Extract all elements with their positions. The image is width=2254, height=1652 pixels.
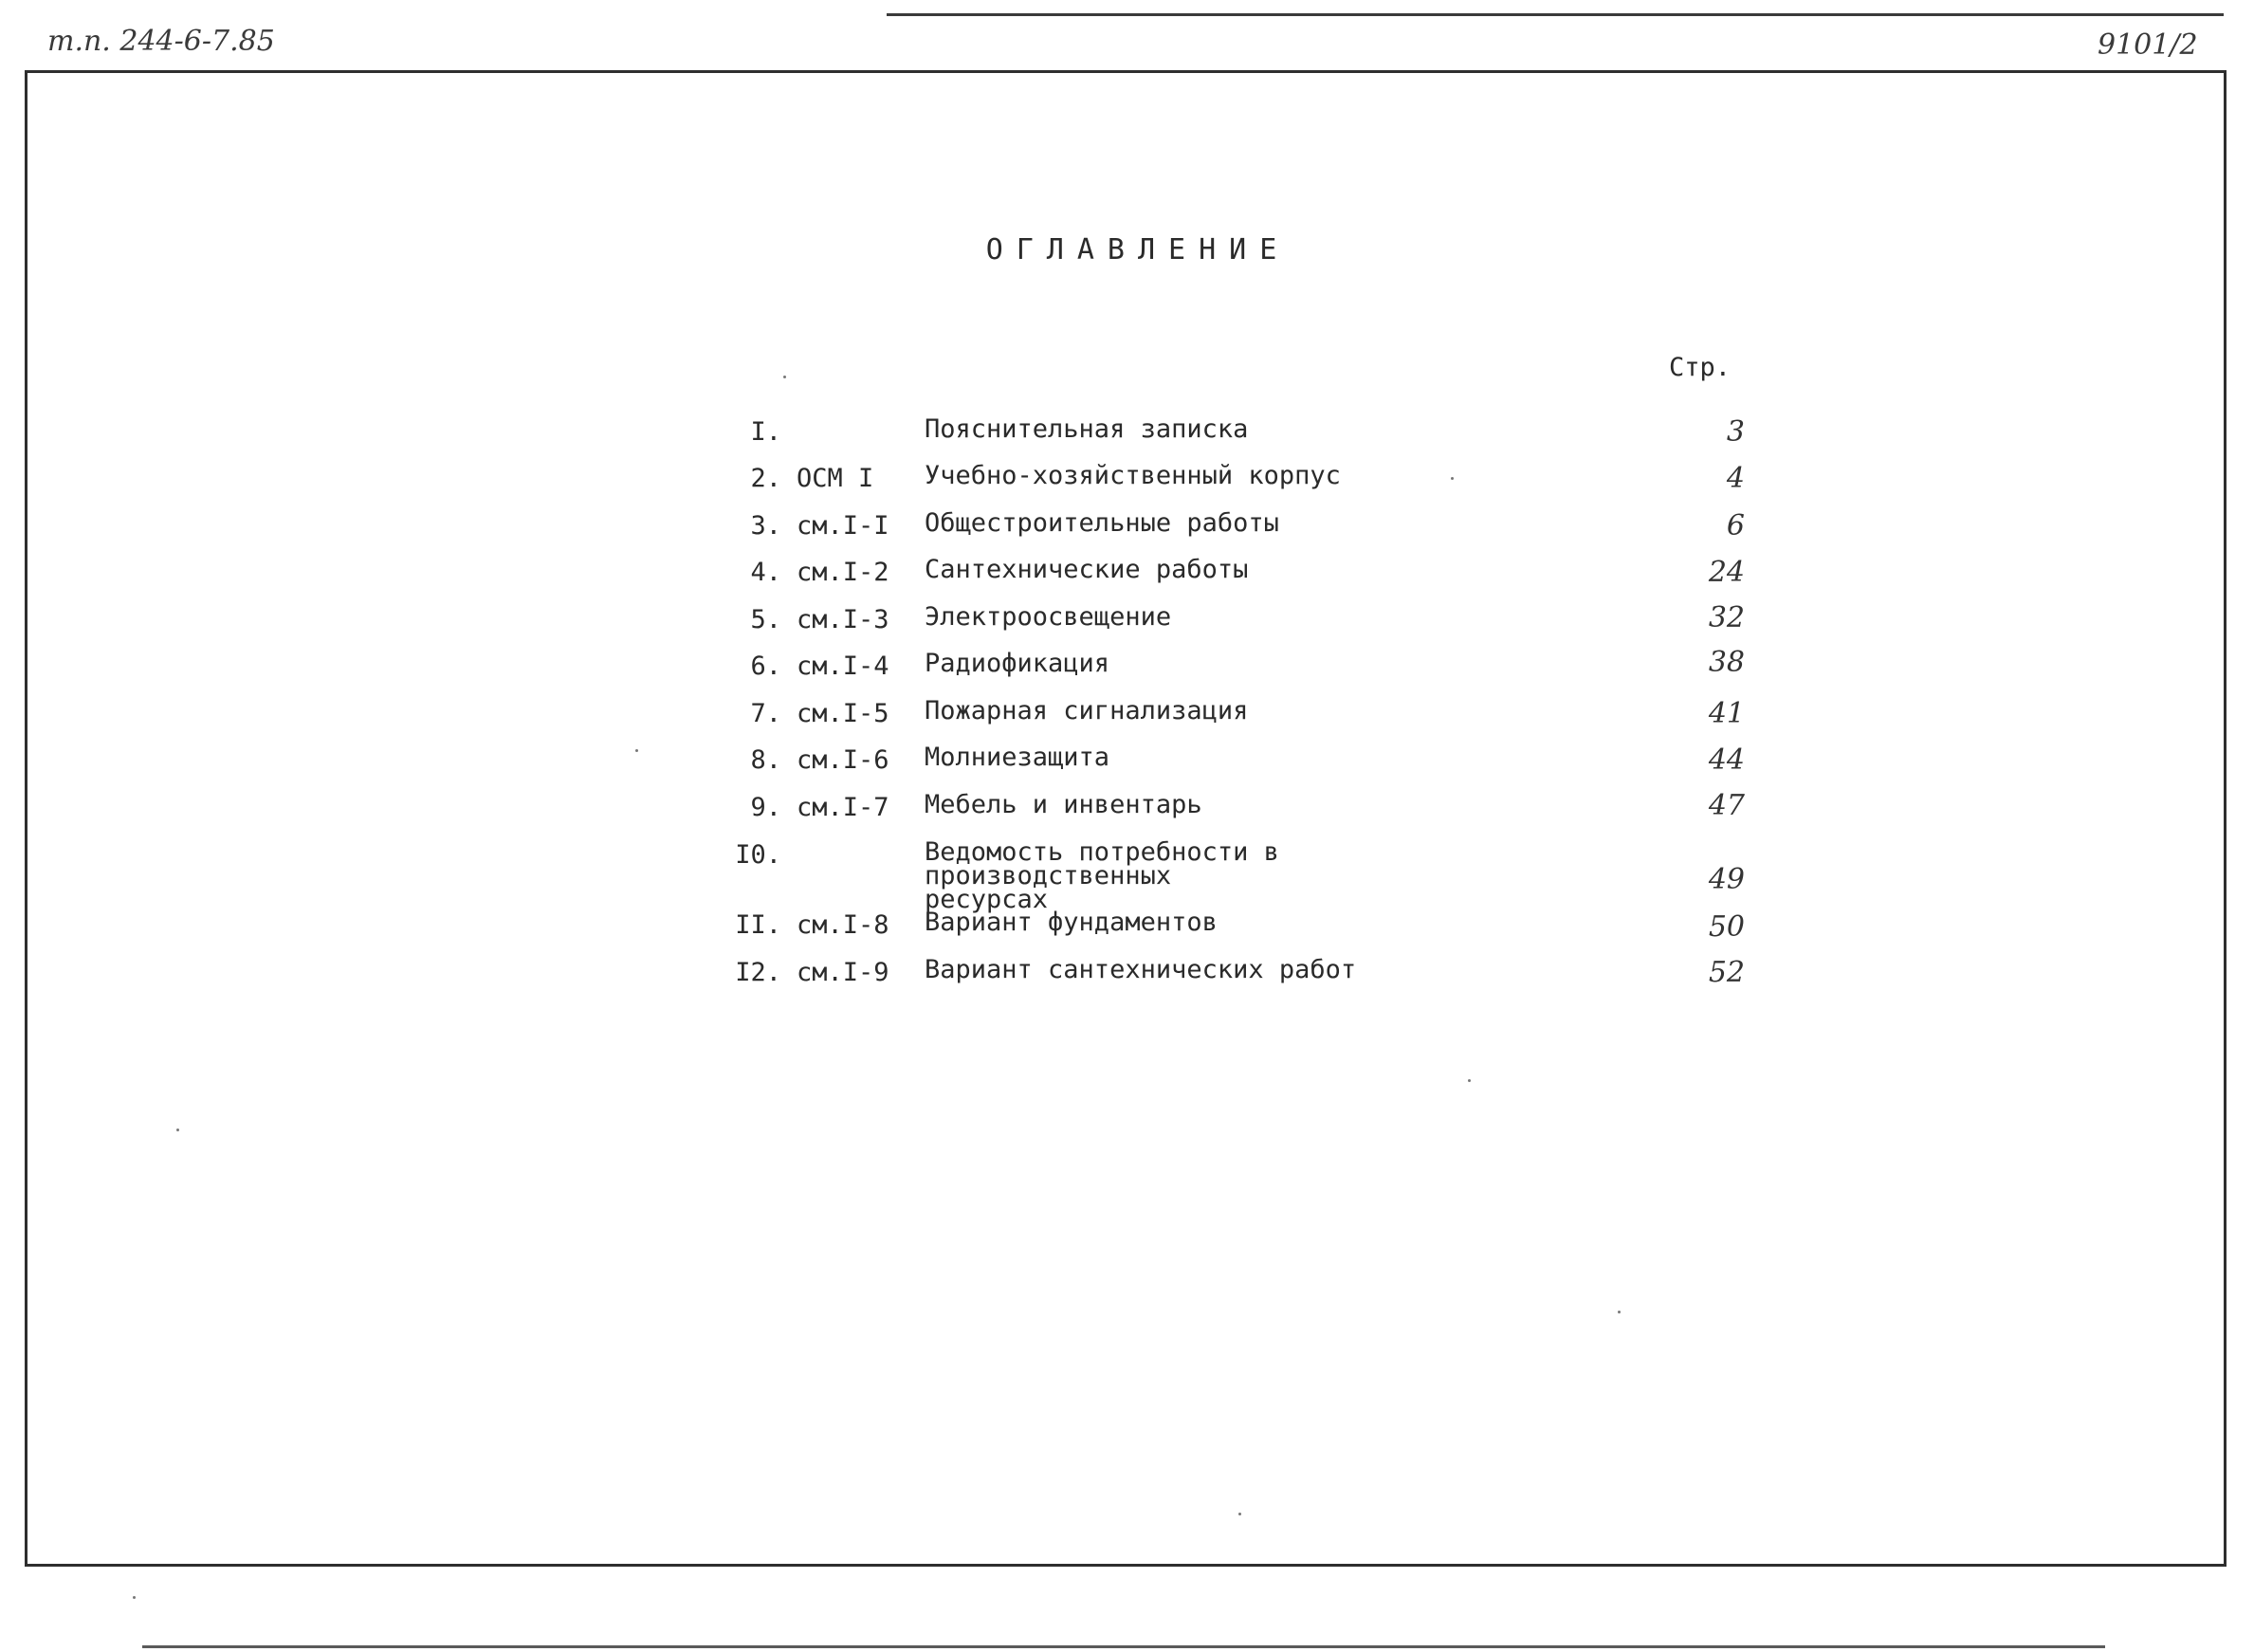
toc-row	[0, 745, 2254, 793]
scan-speck	[1468, 1079, 1471, 1082]
toc-row-title: Ведомость потребности в производственных ресурсах	[925, 837, 1279, 914]
toc-row-number: 6.	[750, 652, 781, 681]
toc-row-title: Сантехнические работы	[925, 555, 1249, 584]
scan-speck	[635, 749, 638, 752]
toc-row	[0, 414, 2254, 465]
toc-row-number: II.	[735, 910, 781, 940]
toc-row-title: Электроосвещение	[925, 602, 1172, 632]
toc-row	[0, 910, 2254, 958]
toc-row-page: 52	[1708, 956, 1745, 989]
toc-row-number: I2.	[735, 958, 781, 987]
toc-row-code: см.I-7	[797, 793, 889, 822]
toc-row-title: Вариант фундаментов	[925, 908, 1218, 937]
toc-row-code: см.I-8	[797, 910, 889, 940]
toc-row-page: 3	[1726, 415, 1745, 449]
toc-row	[0, 555, 2254, 605]
page-column-header: Стр.	[1669, 353, 1732, 382]
toc-row-page: 49	[1708, 863, 1745, 896]
toc-row-number: I.	[750, 417, 781, 447]
toc-row-page: 50	[1708, 910, 1745, 944]
toc-row	[0, 601, 2254, 652]
toc-row-number: 7.	[750, 699, 781, 728]
toc-row-page: 38	[1708, 646, 1745, 679]
toc-row-title: Пояснительная записка	[925, 414, 1249, 444]
toc-row	[0, 461, 2254, 511]
toc-row-page: 6	[1726, 509, 1745, 542]
toc-row-code: см.I-9	[797, 958, 889, 987]
toc-row-title: Мебель и инвентарь	[925, 790, 1202, 819]
toc-row	[0, 696, 2254, 746]
toc-row-title: Учебно-хозяйственный корпус	[925, 461, 1341, 490]
scan-speck	[783, 376, 786, 378]
toc-row	[0, 837, 2254, 916]
scan-speck	[176, 1129, 179, 1131]
toc-row-page: 44	[1708, 743, 1745, 777]
toc-row-page: 32	[1708, 601, 1745, 634]
toc-row-number: 9.	[750, 793, 781, 822]
toc-row-code: ОСМ I	[797, 464, 874, 493]
toc-row-code: см.I-6	[797, 745, 889, 775]
toc-row-number: I0.	[735, 840, 781, 870]
toc-row-page: 24	[1708, 556, 1745, 589]
toc-row-title: Вариант сантехнических работ	[925, 955, 1357, 984]
toc-row-number: 8.	[750, 745, 781, 775]
toc-row-title: Пожарная сигнализация	[925, 696, 1249, 725]
scan-speck	[1238, 1513, 1241, 1515]
toc-row	[0, 955, 2254, 1005]
toc-row-page: 41	[1708, 697, 1745, 730]
toc-row-code: см.I-I	[797, 511, 889, 541]
toc-row-number: 3.	[750, 511, 781, 541]
handwritten-sheet-number: 9101/2	[2098, 28, 2198, 62]
toc-row-code: см.I-5	[797, 699, 889, 728]
toc-row-title: Молниезащита	[925, 743, 1110, 772]
toc-row-number: 4.	[750, 558, 781, 587]
toc-row	[0, 508, 2254, 559]
toc-row-code: см.I-2	[797, 558, 889, 587]
toc-row-title: Радиофикация	[925, 649, 1110, 678]
toc-row	[0, 646, 2254, 699]
bottom-edge-rule	[142, 1645, 2105, 1648]
toc-row-number: 5.	[750, 605, 781, 634]
scan-speck	[133, 1596, 136, 1599]
toc-row-page: 47	[1708, 789, 1745, 822]
toc-row-code: см.I-3	[797, 605, 889, 634]
toc-row-title: Общестроительные работы	[925, 508, 1279, 538]
toc-row-page: 4	[1726, 462, 1745, 495]
scan-speck	[1618, 1311, 1621, 1313]
handwritten-document-code: т.п. 244-6-7.85	[47, 25, 275, 58]
toc-row-number: 2.	[750, 464, 781, 493]
top-edge-rule	[887, 13, 2224, 16]
scan-speck	[1451, 477, 1454, 480]
toc-row	[0, 789, 2254, 840]
toc-row-code: см.I-4	[797, 652, 889, 681]
page-title: ОГЛАВЛЕНИЕ	[985, 233, 1291, 266]
